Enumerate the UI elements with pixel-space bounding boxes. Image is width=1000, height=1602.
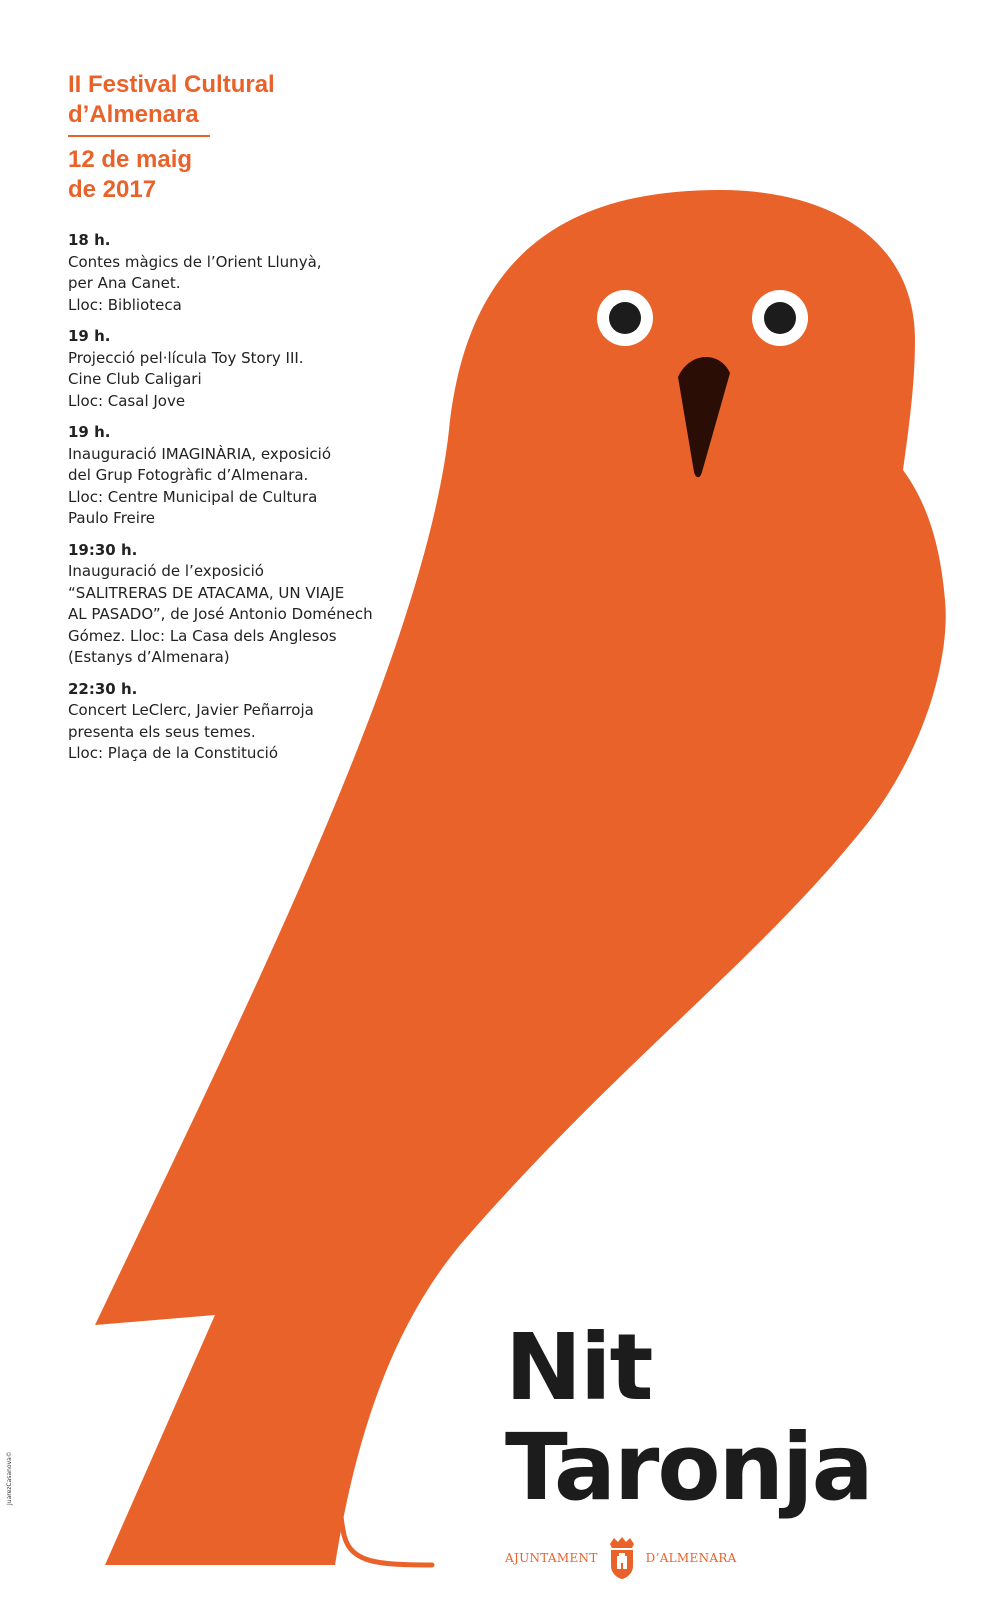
event-description-line: Inauguració IMAGINÀRIA, exposició: [68, 444, 332, 463]
event-description-line: per Ana Canet.: [68, 274, 181, 292]
program-event: [68, 540, 373, 669]
event-description-line: (Estanys d’Almenara): [68, 648, 230, 666]
coat-of-arms-icon: [606, 1536, 638, 1580]
event-description-line: “SALITRERAS DE ATACAMA, UN VIAJE: [68, 583, 345, 602]
event-description-line: Lloc: Centre Municipal de Cultura: [68, 487, 318, 506]
festival-date-line2: de 2017: [68, 176, 157, 203]
festival-title-line2: d’Almenara: [68, 101, 199, 128]
event-description-line: Cine Club Caligari: [68, 370, 202, 388]
event-description-line: Projecció pel·lícula Toy Story III.: [68, 348, 304, 367]
footer-logo: [505, 1535, 737, 1581]
festival-title-line1: II Festival Cultural: [68, 71, 275, 98]
event-title-line1: Nit: [505, 1314, 652, 1421]
footer-text-left: AJUNTAMENT: [505, 1551, 598, 1565]
event-description-line: Lloc: Plaça de la Constitució: [68, 744, 279, 762]
festival-title: [68, 70, 275, 130]
event-title-line2: Taronja: [505, 1414, 872, 1521]
event-description-line: Paulo Freire: [68, 509, 156, 527]
event-description-line: Contes màgics de l’Orient Llunyà,: [68, 252, 322, 271]
event-time: 19 h.: [68, 423, 111, 441]
event-description-line: Inauguració de l’exposició: [68, 562, 264, 580]
event-description-line: Concert LeClerc, Javier Peñarroja: [68, 701, 314, 719]
program-event: [68, 422, 368, 530]
program-event: [68, 230, 368, 316]
event-time: 19:30 h.: [68, 540, 138, 559]
event-time: 22:30 h.: [68, 679, 138, 698]
title-divider: [68, 135, 210, 137]
program-event: [68, 679, 368, 765]
event-time: 19 h.: [68, 327, 111, 345]
left-eye: [597, 290, 653, 346]
event-description-line: AL PASADO”, de José Antonio Doménech: [68, 605, 373, 623]
program-list: [68, 230, 373, 775]
program-event: [68, 326, 368, 412]
festival-date: [68, 145, 192, 205]
event-description-line: Lloc: Casal Jove: [68, 391, 186, 410]
event-description-line: Lloc: Biblioteca: [68, 295, 182, 314]
event-description-line: presenta els seus temes.: [68, 722, 256, 741]
designer-credit: JuarezCasanova©: [6, 1451, 13, 1505]
event-title: [505, 1314, 872, 1521]
right-eye: [752, 290, 808, 346]
footer-text-right: D’ALMENARA: [645, 1551, 737, 1565]
event-description-line: Gómez. Lloc: La Casa dels Anglesos: [68, 626, 337, 645]
festival-date-line1: 12 de maig: [68, 146, 193, 173]
event-description-line: del Grup Fotogràfic d’Almenara.: [68, 466, 309, 484]
event-time: 18 h.: [68, 231, 111, 249]
